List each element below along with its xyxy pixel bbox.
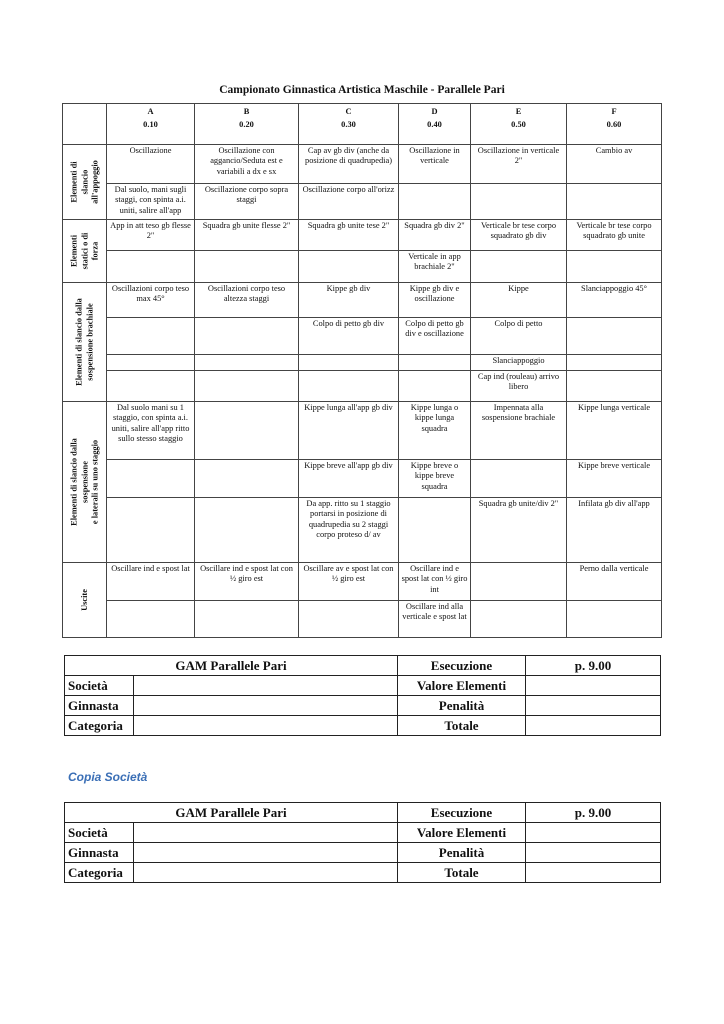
column-value: 0.40 (427, 120, 442, 129)
category-label (63, 220, 107, 283)
element-cell: Cap ind (rouleau) arrivo libero (471, 371, 567, 402)
element-cell: Oscillazione con aggancio/Seduta est e variabili a dx e sx (195, 145, 299, 184)
element-cell (195, 601, 299, 638)
element-cell: Kippe lunga o kippe lunga squadra (399, 402, 471, 460)
element-cell: Oscillare av e spost lat con ½ giro est (299, 563, 399, 601)
score-item-label: Penalità (398, 696, 526, 716)
score-field-label: Società (65, 823, 134, 843)
element-cell: Cambio av (567, 145, 662, 184)
table-row (63, 184, 662, 220)
element-cell (299, 371, 399, 402)
execution-label: Esecuzione (398, 656, 526, 676)
element-cell: Oscillare ind e spost lat con ½ giro int (399, 563, 471, 601)
score-field-label: Società (65, 676, 134, 696)
category-label (63, 145, 107, 220)
element-cell: Kippe breve o kippe breve squadra (399, 460, 471, 498)
element-cell (107, 355, 195, 371)
execution-label: Esecuzione (398, 803, 526, 823)
element-cell: Squadra gb unite flesse 2" (195, 220, 299, 251)
element-cell (471, 251, 567, 283)
element-cell (567, 355, 662, 371)
element-cell (195, 318, 299, 355)
element-cell (567, 318, 662, 355)
table-row (63, 563, 662, 601)
element-cell: Kippe breve all'app gb div (299, 460, 399, 498)
category-label (63, 402, 107, 563)
element-cell (471, 601, 567, 638)
score-item-label: Valore Elementi (398, 823, 526, 843)
category-label (63, 563, 107, 638)
element-cell (107, 601, 195, 638)
element-cell: Kippe breve verticale (567, 460, 662, 498)
score-item-value[interactable] (526, 843, 661, 863)
element-cell (567, 601, 662, 638)
element-cell: Oscillare ind alla verticale e spost lat (399, 601, 471, 638)
column-letter: D (431, 107, 438, 116)
score-field-label: Categoria (65, 863, 134, 883)
element-cell: Colpo di petto gb div e oscillazione (399, 318, 471, 355)
score-item-label: Penalità (398, 843, 526, 863)
element-cell: Oscillazione (107, 145, 195, 184)
score-item-value[interactable] (526, 676, 661, 696)
execution-value: p. 9.00 (526, 803, 661, 823)
element-cell (399, 371, 471, 402)
element-cell: Squadra gb unite tese 2" (299, 220, 399, 251)
category-label-line: sospensione (79, 461, 89, 503)
element-cell (195, 251, 299, 283)
element-cell: Dal suolo mani su 1 staggio, con spinta a.i. uniti, salire all'app ritto sullo stesso staggio (107, 402, 195, 460)
element-cell: Kippe (471, 283, 567, 318)
column-header (195, 104, 299, 145)
element-cell (399, 498, 471, 563)
score-field-label: Ginnasta (65, 843, 134, 863)
column-value: 0.30 (341, 120, 356, 129)
element-cell (195, 355, 299, 371)
table-row (63, 318, 662, 355)
score-field-input[interactable] (134, 843, 398, 863)
table-row (63, 220, 662, 251)
column-header (567, 104, 662, 145)
element-cell: Oscillazioni corpo teso max 45° (107, 283, 195, 318)
score-item-label: Valore Elementi (398, 676, 526, 696)
score-table (64, 655, 661, 736)
score-item-label: Totale (398, 863, 526, 883)
table-row (63, 601, 662, 638)
element-cell: Oscillare ind e spost lat con ½ giro est (195, 563, 299, 601)
column-letter: A (147, 107, 154, 116)
element-cell: Da app. ritto su 1 staggio portarsi in posizione di quadrupedia su 2 staggi corpo proteso d/ av (299, 498, 399, 563)
element-cell: Squadra gb div 2" (399, 220, 471, 251)
element-cell: Impennata alla sospensione brachiale (471, 402, 567, 460)
element-cell (399, 184, 471, 220)
element-cell: Slanciappoggio 45° (567, 283, 662, 318)
element-cell (471, 563, 567, 601)
score-item-value[interactable] (526, 716, 661, 736)
column-value: 0.50 (511, 120, 526, 129)
column-header (107, 104, 195, 145)
element-cell (107, 498, 195, 563)
score-item-value[interactable] (526, 823, 661, 843)
category-label-line: e laterali su uno staggio (89, 439, 99, 525)
element-cell (567, 251, 662, 283)
element-cell (299, 251, 399, 283)
column-value: 0.60 (606, 120, 622, 129)
element-cell: Kippe gb div e oscillazione (399, 283, 471, 318)
column-letter: C (345, 107, 352, 116)
element-cell: Dal suolo, mani sugli staggi, con spinta a.i. uniti, salire all'app (107, 184, 195, 220)
element-cell: Slanciappoggio (471, 355, 567, 371)
page-title: Campionato Ginnastica Artistica Maschile - Parallele Pari (219, 84, 505, 96)
elements-table (62, 103, 662, 638)
category-label-line: all'appoggio (89, 160, 99, 204)
category-label-line: sospensione brachiale (84, 303, 94, 381)
element-cell (471, 460, 567, 498)
category-label-line: slancio (79, 169, 89, 195)
score-field-input[interactable] (134, 863, 398, 883)
score-field-input[interactable] (134, 716, 398, 736)
element-cell (195, 498, 299, 563)
element-cell (471, 184, 567, 220)
score-field-input[interactable] (134, 676, 398, 696)
copy-label: Copia Società (68, 770, 148, 784)
element-cell (195, 371, 299, 402)
table-row (63, 251, 662, 283)
element-cell: Verticale br tese corpo squadrato gb div (471, 220, 567, 251)
apparatus-label: GAM Parallele Pari (65, 803, 398, 823)
element-cell: Verticale br tese corpo squadrato gb unite (567, 220, 662, 251)
element-cell: Oscillazione corpo all'orizz (299, 184, 399, 220)
corner-cell (63, 104, 107, 145)
element-cell: Colpo di petto (471, 318, 567, 355)
apparatus-label: GAM Parallele Pari (65, 656, 398, 676)
element-cell: Squadra gb unite/div 2" (471, 498, 567, 563)
column-letter: F (611, 107, 617, 116)
score-field-input[interactable] (134, 823, 398, 843)
element-cell: Oscillare ind e spost lat (107, 563, 195, 601)
column-value: 0.10 (143, 120, 158, 129)
category-label-line: Elementi di slancio dalla (74, 298, 83, 386)
element-cell: Oscillazione corpo sopra staggi (195, 184, 299, 220)
element-cell: App in att teso gb flesse 2" (107, 220, 195, 251)
element-cell: Kippe lunga verticale (567, 402, 662, 460)
element-cell (107, 460, 195, 498)
execution-value: p. 9.00 (526, 656, 661, 676)
element-cell: Verticale in app brachiale 2" (399, 251, 471, 283)
element-cell (195, 402, 299, 460)
score-field-label: Categoria (65, 716, 134, 736)
element-cell: Infilata gb div all'app (567, 498, 662, 563)
table-row (63, 283, 662, 318)
element-cell (107, 318, 195, 355)
score-field-input[interactable] (134, 696, 398, 716)
category-label-line: forza (89, 241, 99, 261)
column-letter: E (515, 107, 522, 116)
element-cell (567, 371, 662, 402)
column-letter: B (243, 107, 250, 116)
column-header (299, 104, 399, 145)
element-cell: Colpo di petto gb div (299, 318, 399, 355)
element-cell (567, 184, 662, 220)
score-item-value[interactable] (526, 863, 661, 883)
column-header (399, 104, 471, 145)
element-cell: Oscillazione in verticale (399, 145, 471, 184)
score-field-label: Ginnasta (65, 696, 134, 716)
table-row (63, 402, 662, 460)
element-cell: Cap av gb div (anche da posizione di quadrupedia) (299, 145, 399, 184)
element-cell (195, 460, 299, 498)
column-header (471, 104, 567, 145)
element-cell (107, 371, 195, 402)
element-cell: Kippe lunga all'app gb div (299, 402, 399, 460)
element-cell: Oscillazioni corpo teso altezza staggi (195, 283, 299, 318)
column-value: 0.20 (239, 120, 254, 129)
element-cell: Oscillazione in verticale 2" (471, 145, 567, 184)
element-cell (299, 355, 399, 371)
element-cell (299, 601, 399, 638)
element-cell: Kippe gb div (299, 283, 399, 318)
category-label-line: statici o di (79, 232, 89, 270)
category-label-line: Elementi (68, 234, 78, 268)
category-label-line: Elementi di (68, 161, 78, 203)
table-row (63, 355, 662, 371)
category-label (63, 283, 107, 402)
element-cell: Perno dalla verticale (567, 563, 662, 601)
table-row (63, 145, 662, 184)
score-table-copy (64, 802, 661, 883)
table-row (63, 371, 662, 402)
element-cell (399, 355, 471, 371)
table-row (63, 498, 662, 563)
score-item-value[interactable] (526, 696, 661, 716)
score-item-label: Totale (398, 716, 526, 736)
element-cell (107, 251, 195, 283)
table-row (63, 460, 662, 498)
category-label-line: Uscite (79, 589, 89, 611)
category-label-line: Elementi di slancio dalla (68, 438, 78, 526)
